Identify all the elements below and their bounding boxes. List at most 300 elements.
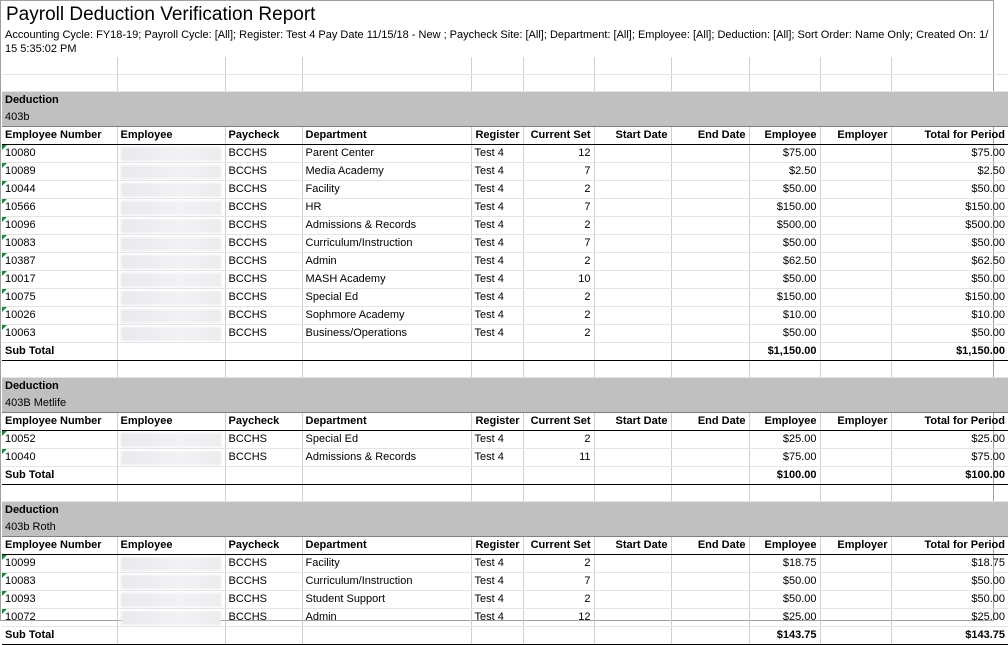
employee-name-cell[interactable] [117,554,225,572]
employer-amount-cell[interactable] [820,270,891,288]
paycheck-cell[interactable]: BCCHS [225,162,302,180]
blank-cell[interactable] [891,74,1008,91]
sub-total-empty[interactable] [225,466,302,484]
blank-cell[interactable] [594,74,671,91]
blank-cell[interactable] [117,57,225,74]
department-cell[interactable]: Parent Center [302,144,471,162]
employee-amount-cell[interactable]: $500.00 [749,216,820,234]
sub-total-empty[interactable] [594,342,671,360]
department-cell[interactable]: Business/Operations [302,324,471,342]
register-cell[interactable]: Test 4 [471,216,523,234]
end-date-cell[interactable] [671,288,749,306]
employee-amount-cell[interactable]: $50.00 [749,270,820,288]
end-date-cell[interactable] [671,590,749,608]
sub-total-empty[interactable] [594,466,671,484]
column-header-paycheck[interactable]: Paycheck [225,536,302,554]
column-header-employee[interactable]: Employee [117,412,225,430]
column-header-employee-number[interactable]: Employee Number [2,126,117,144]
sub-total-empty[interactable] [523,466,594,484]
paycheck-cell[interactable]: BCCHS [225,180,302,198]
blank-cell[interactable] [671,74,749,91]
blank-cell[interactable] [2,484,117,501]
start-date-cell[interactable] [594,554,671,572]
employee-name-cell[interactable] [117,180,225,198]
sub-total-empty[interactable] [594,626,671,644]
employee-number-cell[interactable]: 10566 [2,198,117,216]
employee-amount-cell[interactable]: $25.00 [749,608,820,626]
employer-amount-cell[interactable] [820,554,891,572]
end-date-cell[interactable] [671,180,749,198]
total-for-period-cell[interactable]: $50.00 [891,572,1008,590]
employer-amount-cell[interactable] [820,572,891,590]
sub-total-empty[interactable] [523,626,594,644]
column-header-start-date[interactable]: Start Date [594,126,671,144]
register-cell[interactable]: Test 4 [471,180,523,198]
paycheck-cell[interactable]: BCCHS [225,288,302,306]
blank-cell[interactable] [820,57,891,74]
blank-cell[interactable] [225,484,302,501]
column-header-register[interactable]: Register [471,412,523,430]
employee-amount-cell[interactable]: $150.00 [749,198,820,216]
blank-cell[interactable] [225,74,302,91]
column-header-end-date[interactable]: End Date [671,536,749,554]
column-header-end-date[interactable]: End Date [671,412,749,430]
total-for-period-cell[interactable]: $25.00 [891,430,1008,448]
total-for-period-cell[interactable]: $50.00 [891,234,1008,252]
employer-amount-cell[interactable] [820,288,891,306]
blank-cell[interactable] [749,74,820,91]
column-header-register[interactable]: Register [471,536,523,554]
current-set-cell[interactable]: 2 [523,324,594,342]
employee-name-cell[interactable] [117,198,225,216]
column-header-paycheck[interactable]: Paycheck [225,412,302,430]
employee-name-cell[interactable] [117,144,225,162]
department-cell[interactable]: Special Ed [302,430,471,448]
department-cell[interactable]: Admin [302,608,471,626]
end-date-cell[interactable] [671,270,749,288]
register-cell[interactable]: Test 4 [471,608,523,626]
employee-number-cell[interactable]: 10052 [2,430,117,448]
current-set-cell[interactable]: 2 [523,554,594,572]
employee-number-cell[interactable]: 10096 [2,216,117,234]
current-set-cell[interactable]: 10 [523,270,594,288]
table-row[interactable] [2,324,1008,342]
end-date-cell[interactable] [671,306,749,324]
employee-name-cell[interactable] [117,288,225,306]
column-header-department[interactable]: Department [302,536,471,554]
table-row[interactable] [2,216,1008,234]
employee-number-cell[interactable]: 10083 [2,572,117,590]
start-date-cell[interactable] [594,252,671,270]
start-date-cell[interactable] [594,198,671,216]
department-cell[interactable]: Admin [302,252,471,270]
employee-number-cell[interactable]: 10093 [2,590,117,608]
blank-cell[interactable] [891,360,1008,377]
employee-amount-cell[interactable]: $50.00 [749,234,820,252]
sub-total-empty[interactable] [225,626,302,644]
table-row[interactable] [2,448,1008,466]
blank-cell[interactable] [471,74,523,91]
sub-total-empty[interactable] [117,626,225,644]
sub-total-empty[interactable] [671,342,749,360]
employee-amount-cell[interactable]: $18.75 [749,554,820,572]
sub-total-empty[interactable] [302,342,471,360]
end-date-cell[interactable] [671,234,749,252]
register-cell[interactable]: Test 4 [471,448,523,466]
employee-name-cell[interactable] [117,430,225,448]
employee-amount-cell[interactable]: $50.00 [749,590,820,608]
total-for-period-cell[interactable]: $50.00 [891,590,1008,608]
total-for-period-cell[interactable]: $25.00 [891,608,1008,626]
column-header-current-set[interactable]: Current Set [523,412,594,430]
current-set-cell[interactable]: 2 [523,180,594,198]
blank-cell[interactable] [671,484,749,501]
blank-cell[interactable] [820,484,891,501]
employee-number-cell[interactable]: 10072 [2,608,117,626]
column-header-employee-amount[interactable]: Employee [749,536,820,554]
total-for-period-cell[interactable]: $18.75 [891,554,1008,572]
employer-amount-cell[interactable] [820,448,891,466]
blank-cell[interactable] [523,484,594,501]
sub-total-empty[interactable] [523,342,594,360]
end-date-cell[interactable] [671,144,749,162]
total-for-period-cell[interactable]: $150.00 [891,288,1008,306]
blank-cell[interactable] [523,57,594,74]
employee-number-cell[interactable]: 10080 [2,144,117,162]
current-set-cell[interactable]: 2 [523,216,594,234]
blank-cell[interactable] [117,484,225,501]
start-date-cell[interactable] [594,448,671,466]
total-for-period-cell[interactable]: $75.00 [891,144,1008,162]
blank-cell[interactable] [302,74,471,91]
blank-cell[interactable] [471,360,523,377]
employee-amount-cell[interactable]: $50.00 [749,572,820,590]
sub-total-empty[interactable] [225,342,302,360]
column-header-total-for-period[interactable]: Total for Period [891,126,1008,144]
register-cell[interactable]: Test 4 [471,288,523,306]
employee-name-cell[interactable] [117,590,225,608]
blank-cell[interactable] [2,74,117,91]
blank-cell[interactable] [594,360,671,377]
total-for-period-cell[interactable]: $50.00 [891,324,1008,342]
column-header-employee[interactable]: Employee [117,536,225,554]
table-row[interactable] [2,554,1008,572]
table-row[interactable] [2,590,1008,608]
blank-cell[interactable] [820,74,891,91]
start-date-cell[interactable] [594,288,671,306]
department-cell[interactable]: Admissions & Records [302,216,471,234]
employee-number-cell[interactable]: 10099 [2,554,117,572]
employee-name-cell[interactable] [117,270,225,288]
employee-number-cell[interactable]: 10044 [2,180,117,198]
register-cell[interactable]: Test 4 [471,144,523,162]
table-row[interactable] [2,180,1008,198]
current-set-cell[interactable]: 7 [523,572,594,590]
employee-number-cell[interactable]: 10063 [2,324,117,342]
employee-name-cell[interactable] [117,252,225,270]
paycheck-cell[interactable]: BCCHS [225,216,302,234]
column-header-start-date[interactable]: Start Date [594,412,671,430]
department-cell[interactable]: HR [302,198,471,216]
blank-cell[interactable] [302,57,471,74]
register-cell[interactable]: Test 4 [471,324,523,342]
column-header-employer[interactable]: Employer [820,412,891,430]
department-cell[interactable]: Admissions & Records [302,448,471,466]
blank-cell[interactable] [302,484,471,501]
department-cell[interactable]: Student Support [302,590,471,608]
total-for-period-cell[interactable]: $2.50 [891,162,1008,180]
blank-cell[interactable] [225,57,302,74]
employer-amount-cell[interactable] [820,198,891,216]
employer-amount-cell[interactable] [820,608,891,626]
start-date-cell[interactable] [594,234,671,252]
register-cell[interactable]: Test 4 [471,430,523,448]
paycheck-cell[interactable]: BCCHS [225,270,302,288]
employee-amount-cell[interactable]: $150.00 [749,288,820,306]
column-header-employee[interactable]: Employee [117,126,225,144]
total-for-period-cell[interactable]: $500.00 [891,216,1008,234]
register-cell[interactable]: Test 4 [471,554,523,572]
department-cell[interactable]: Facility [302,180,471,198]
employee-number-cell[interactable]: 10026 [2,306,117,324]
column-header-employee-amount[interactable]: Employee [749,412,820,430]
employee-name-cell[interactable] [117,234,225,252]
sub-total-empty[interactable] [117,466,225,484]
blank-cell[interactable] [471,57,523,74]
blank-cell[interactable] [671,360,749,377]
start-date-cell[interactable] [594,590,671,608]
current-set-cell[interactable]: 7 [523,198,594,216]
blank-cell[interactable] [523,360,594,377]
register-cell[interactable]: Test 4 [471,572,523,590]
employee-name-cell[interactable] [117,216,225,234]
column-header-total-for-period[interactable]: Total for Period [891,536,1008,554]
employee-name-cell[interactable] [117,608,225,626]
employee-amount-cell[interactable]: $50.00 [749,180,820,198]
table-row[interactable] [2,198,1008,216]
blank-cell[interactable] [2,360,117,377]
employee-name-cell[interactable] [117,162,225,180]
blank-cell[interactable] [225,360,302,377]
sub-total-empty[interactable] [671,466,749,484]
total-for-period-cell[interactable]: $50.00 [891,180,1008,198]
paycheck-cell[interactable]: BCCHS [225,608,302,626]
department-cell[interactable]: MASH Academy [302,270,471,288]
register-cell[interactable]: Test 4 [471,590,523,608]
blank-cell[interactable] [820,360,891,377]
blank-cell[interactable] [471,484,523,501]
end-date-cell[interactable] [671,554,749,572]
column-header-register[interactable]: Register [471,126,523,144]
column-header-current-set[interactable]: Current Set [523,126,594,144]
start-date-cell[interactable] [594,162,671,180]
current-set-cell[interactable]: 2 [523,590,594,608]
blank-cell[interactable] [117,74,225,91]
table-row[interactable] [2,234,1008,252]
blank-cell[interactable] [749,360,820,377]
end-date-cell[interactable] [671,572,749,590]
employer-amount-cell[interactable] [820,144,891,162]
paycheck-cell[interactable]: BCCHS [225,234,302,252]
blank-cell[interactable] [891,484,1008,501]
sub-total-empty[interactable] [302,466,471,484]
column-header-employee-number[interactable]: Employee Number [2,536,117,554]
sub-total-empty[interactable] [471,342,523,360]
employer-amount-cell[interactable] [820,306,891,324]
paycheck-cell[interactable]: BCCHS [225,252,302,270]
department-cell[interactable]: Media Academy [302,162,471,180]
end-date-cell[interactable] [671,198,749,216]
end-date-cell[interactable] [671,608,749,626]
blank-cell[interactable] [671,57,749,74]
column-header-paycheck[interactable]: Paycheck [225,126,302,144]
start-date-cell[interactable] [594,608,671,626]
employer-amount-cell[interactable] [820,590,891,608]
paycheck-cell[interactable]: BCCHS [225,144,302,162]
current-set-cell[interactable]: 12 [523,144,594,162]
current-set-cell[interactable]: 7 [523,162,594,180]
paycheck-cell[interactable]: BCCHS [225,554,302,572]
employee-name-cell[interactable] [117,306,225,324]
end-date-cell[interactable] [671,448,749,466]
paycheck-cell[interactable]: BCCHS [225,324,302,342]
employee-amount-cell[interactable]: $2.50 [749,162,820,180]
employee-name-cell[interactable] [117,572,225,590]
start-date-cell[interactable] [594,306,671,324]
start-date-cell[interactable] [594,216,671,234]
table-row[interactable] [2,430,1008,448]
employee-number-cell[interactable]: 10017 [2,270,117,288]
column-header-total-for-period[interactable]: Total for Period [891,412,1008,430]
end-date-cell[interactable] [671,430,749,448]
start-date-cell[interactable] [594,430,671,448]
employee-number-cell[interactable]: 10083 [2,234,117,252]
column-header-start-date[interactable]: Start Date [594,536,671,554]
column-header-employer[interactable]: Employer [820,126,891,144]
table-row[interactable] [2,144,1008,162]
total-for-period-cell[interactable]: $50.00 [891,270,1008,288]
department-cell[interactable]: Sophmore Academy [302,306,471,324]
employee-name-cell[interactable] [117,324,225,342]
current-set-cell[interactable]: 2 [523,288,594,306]
start-date-cell[interactable] [594,144,671,162]
total-for-period-cell[interactable]: $10.00 [891,306,1008,324]
blank-cell[interactable] [749,57,820,74]
employer-amount-cell[interactable] [820,252,891,270]
current-set-cell[interactable]: 2 [523,306,594,324]
register-cell[interactable]: Test 4 [471,252,523,270]
sub-total-empty[interactable] [471,626,523,644]
department-cell[interactable]: Curriculum/Instruction [302,572,471,590]
paycheck-cell[interactable]: BCCHS [225,590,302,608]
department-cell[interactable]: Facility [302,554,471,572]
end-date-cell[interactable] [671,252,749,270]
table-row[interactable] [2,572,1008,590]
table-row[interactable] [2,252,1008,270]
employee-number-cell[interactable]: 10040 [2,448,117,466]
end-date-cell[interactable] [671,216,749,234]
department-cell[interactable]: Special Ed [302,288,471,306]
sub-total-empty[interactable] [117,342,225,360]
employer-amount-cell[interactable] [820,234,891,252]
paycheck-cell[interactable]: BCCHS [225,448,302,466]
register-cell[interactable]: Test 4 [471,162,523,180]
employee-number-cell[interactable]: 10075 [2,288,117,306]
paycheck-cell[interactable]: BCCHS [225,572,302,590]
employee-amount-cell[interactable]: $75.00 [749,144,820,162]
employee-number-cell[interactable]: 10387 [2,252,117,270]
table-row[interactable] [2,608,1008,626]
employer-amount-cell[interactable] [820,180,891,198]
blank-cell[interactable] [749,484,820,501]
column-header-department[interactable]: Department [302,412,471,430]
blank-cell[interactable] [117,360,225,377]
column-header-end-date[interactable]: End Date [671,126,749,144]
start-date-cell[interactable] [594,180,671,198]
employer-amount-cell[interactable] [820,216,891,234]
sub-total-empty[interactable] [471,466,523,484]
register-cell[interactable]: Test 4 [471,270,523,288]
table-row[interactable] [2,306,1008,324]
current-set-cell[interactable]: 2 [523,252,594,270]
blank-cell[interactable] [523,74,594,91]
blank-cell[interactable] [594,57,671,74]
start-date-cell[interactable] [594,324,671,342]
start-date-cell[interactable] [594,572,671,590]
total-for-period-cell[interactable]: $150.00 [891,198,1008,216]
current-set-cell[interactable]: 2 [523,430,594,448]
employer-amount-cell[interactable] [820,162,891,180]
blank-cell[interactable] [891,57,1008,74]
current-set-cell[interactable]: 7 [523,234,594,252]
end-date-cell[interactable] [671,324,749,342]
sub-total-empty[interactable] [671,626,749,644]
employee-amount-cell[interactable]: $10.00 [749,306,820,324]
blank-cell[interactable] [594,484,671,501]
column-header-employer[interactable]: Employer [820,536,891,554]
table-row[interactable] [2,270,1008,288]
current-set-cell[interactable]: 12 [523,608,594,626]
column-header-employee-amount[interactable]: Employee [749,126,820,144]
employee-amount-cell[interactable]: $50.00 [749,324,820,342]
employee-amount-cell[interactable]: $75.00 [749,448,820,466]
total-for-period-cell[interactable]: $75.00 [891,448,1008,466]
department-cell[interactable]: Curriculum/Instruction [302,234,471,252]
employee-amount-cell[interactable]: $62.50 [749,252,820,270]
current-set-cell[interactable]: 11 [523,448,594,466]
end-date-cell[interactable] [671,162,749,180]
register-cell[interactable]: Test 4 [471,234,523,252]
employer-amount-cell[interactable] [820,324,891,342]
register-cell[interactable]: Test 4 [471,306,523,324]
table-row[interactable] [2,162,1008,180]
start-date-cell[interactable] [594,270,671,288]
employee-amount-cell[interactable]: $25.00 [749,430,820,448]
employer-amount-cell[interactable] [820,430,891,448]
column-header-department[interactable]: Department [302,126,471,144]
blank-cell[interactable] [302,360,471,377]
employee-number-cell[interactable]: 10089 [2,162,117,180]
paycheck-cell[interactable]: BCCHS [225,306,302,324]
blank-cell[interactable] [2,57,117,74]
register-cell[interactable]: Test 4 [471,198,523,216]
column-header-current-set[interactable]: Current Set [523,536,594,554]
sub-total-empty[interactable] [302,626,471,644]
paycheck-cell[interactable]: BCCHS [225,430,302,448]
paycheck-cell[interactable]: BCCHS [225,198,302,216]
employee-name-cell[interactable] [117,448,225,466]
table-row[interactable] [2,288,1008,306]
